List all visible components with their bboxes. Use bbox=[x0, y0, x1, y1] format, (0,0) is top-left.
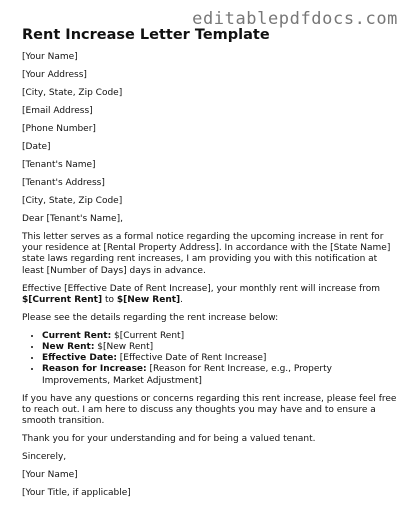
header-line: [Phone Number] bbox=[22, 124, 96, 134]
header-line: [Your Address] bbox=[22, 70, 87, 80]
new-rent-amount: $[New Rent] bbox=[116, 294, 181, 305]
detail-label: New Rent: bbox=[42, 342, 95, 353]
header-line: [Date] bbox=[22, 142, 51, 152]
effective-text: Effective [Effective Date of Rent Increase], your monthly rent will increase from bbox=[22, 283, 381, 294]
detail-value: [Reason for Rent Increase, e.g., Property Improvements, Market Adjustment] bbox=[42, 364, 332, 386]
paragraph-notice: This letter serves as a formal notice regarding the upcoming increase in rent for your residence at [Rental Property Address]. In accordance with the [State Name] state laws regarding rent increases, I am providing you with this notification at least [Number of Days] days in advance. bbox=[22, 232, 391, 276]
detail-value: $[New Rent] bbox=[94, 342, 154, 353]
header-line: [Email Address] bbox=[22, 106, 93, 116]
closing: Sincerely, bbox=[22, 452, 67, 463]
header-line: [Your Name] bbox=[22, 52, 78, 62]
salutation: Dear [Tenant's Name], bbox=[22, 214, 123, 224]
current-rent-amount: $[Current Rent] bbox=[22, 294, 103, 305]
paragraph-questions: If you have any questions or concerns regarding this rent increase, please feel free to reach out. I am here to discuss any thoughts you may have and to ensure a smooth transition. bbox=[22, 393, 397, 427]
detail-label: Effective Date: bbox=[42, 353, 117, 364]
paragraph-details-intro: Please see the details regarding the rent increase below: bbox=[22, 312, 279, 323]
paragraph-thanks: Thank you for your understanding and for being a valued tenant. bbox=[22, 434, 316, 445]
list-item bbox=[42, 331, 400, 342]
list-item bbox=[42, 353, 400, 364]
watermark: editablepdfdocs.com bbox=[192, 9, 398, 29]
signature-name: [Your Name] bbox=[22, 470, 78, 481]
list-item bbox=[42, 364, 400, 386]
header-line: [Tenant's Address] bbox=[22, 178, 105, 188]
header-line: [City, State, Zip Code] bbox=[22, 88, 123, 98]
detail-label: Current Rent: bbox=[42, 330, 112, 341]
effective-middle: to bbox=[102, 294, 117, 305]
signature-title: [Your Title, if applicable] bbox=[22, 488, 131, 499]
detail-value: $[Current Rent] bbox=[111, 330, 185, 341]
letter-body bbox=[22, 52, 400, 506]
header-line: [City, State, Zip Code] bbox=[22, 196, 123, 206]
detail-value: [Effective Date of Rent Increase] bbox=[116, 353, 267, 364]
paragraph-effective bbox=[22, 284, 400, 306]
page-title: Rent Increase Letter Template bbox=[22, 27, 270, 43]
details-list bbox=[22, 331, 400, 387]
effective-end: . bbox=[180, 294, 184, 305]
list-item bbox=[42, 342, 400, 353]
header-line: [Tenant's Name] bbox=[22, 160, 96, 170]
detail-label: Reason for Increase: bbox=[42, 364, 147, 375]
